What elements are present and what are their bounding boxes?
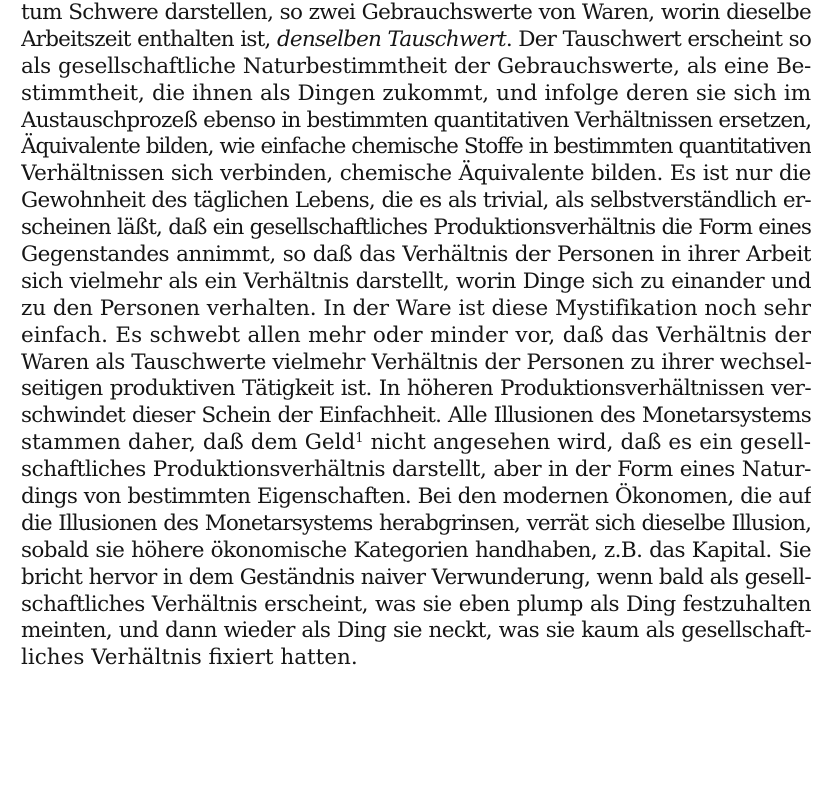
text-line-17-end: nicht angesehen wird, daß es ein gesell- [363,430,811,456]
text-line-11: sich vielmehr als ein Verhältnis darstellt, worin Dinge sich zu einander und [21,268,811,294]
text-line-1: tum Schwere darstellen, so zwei Gebrauchswerte von Waren, worin dieselbe [21,0,811,25]
text-line-12: zu den Personen verhalten. In der Ware ist diese Mystifikation noch sehr [21,295,811,321]
body-paragraph [21,0,811,672]
text-line-13: einfach. Es schwebt allen mehr oder minder vor, daß das Verhältnis der [21,322,811,348]
text-line-16: schwindet dieser Schein der Einfachheit. Alle Illusionen des Monetarsystems [21,403,811,429]
text-line-3: als gesellschaftliche Naturbestimmtheit der Gebrauchswerte, als eine Be- [21,53,811,79]
text-line-17-start: stammen daher, daß dem Geld [21,430,356,456]
document-page [21,0,811,791]
text-line-20: die Illusionen des Monetarsystems herabgrinsen, verrät sich dieselbe Illusion, [21,510,811,536]
text-line-17 [21,430,811,457]
text-line-2 [21,27,811,54]
text-line-4: stimmtheit, die ihnen als Dingen zukommt, und infolge deren sie sich im [21,80,811,106]
text-line-5: Austauschprozeß ebenso in bestimmten quantitativen Verhältnissen ersetzen, [21,107,811,133]
text-line-14: Waren als Tauschwerte vielmehr Verhältnis der Personen zu ihrer wechsel- [21,349,811,375]
text-line-22: bricht hervor in dem Geständnis naiver Verwunderung, wenn bald als gesell- [21,564,811,590]
text-line-18: schaftliches Produktionsverhältnis darstellt, aber in der Form eines Natur- [21,457,811,483]
footnote-marker[interactable]: 1 [355,431,364,447]
text-line-24: meinten, und dann wieder als Ding sie neckt, was sie kaum als gesellschaft- [21,618,811,644]
text-line-7: Verhältnissen sich verbinden, chemische Äquivalente bilden. Es ist nur die [21,161,811,187]
text-line-2-end: . Der Tauschwert erscheint so [505,26,811,52]
emphasized-term: denselben Tauschwert [276,26,506,52]
text-line-15: seitigen produktiven Tätigkeit ist. In höheren Produktionsverhältnissen ver- [21,376,811,402]
text-line-19: dings von bestimmten Eigenschaften. Bei den modernen Ökonomen, die auf [21,484,811,510]
text-line-9: scheinen läßt, daß ein gesellschaftliches Produktionsverhältnis die Form eines [21,215,811,241]
text-line-25: liches Verhältnis fixiert hatten. [21,645,358,671]
text-line-21: sobald sie höhere ökonomische Kategorien handhaben, z.B. das Kapital. Sie [21,537,811,563]
text-line-10: Gegenstandes annimmt, so daß das Verhältnis der Personen in ihrer Arbeit [21,242,811,268]
text-line-23: schaftliches Verhältnis erscheint, was sie eben plump als Ding festzuhalten [21,591,811,617]
text-line-8: Gewohnheit des täglichen Lebens, die es als trivial, als selbstverständlich er- [21,188,811,214]
text-line-2-start: Arbeitszeit enthalten ist, [21,26,277,52]
text-line-6: Äquivalente bilden, wie einfache chemische Stoffe in bestimmten quantitativen [21,134,811,160]
